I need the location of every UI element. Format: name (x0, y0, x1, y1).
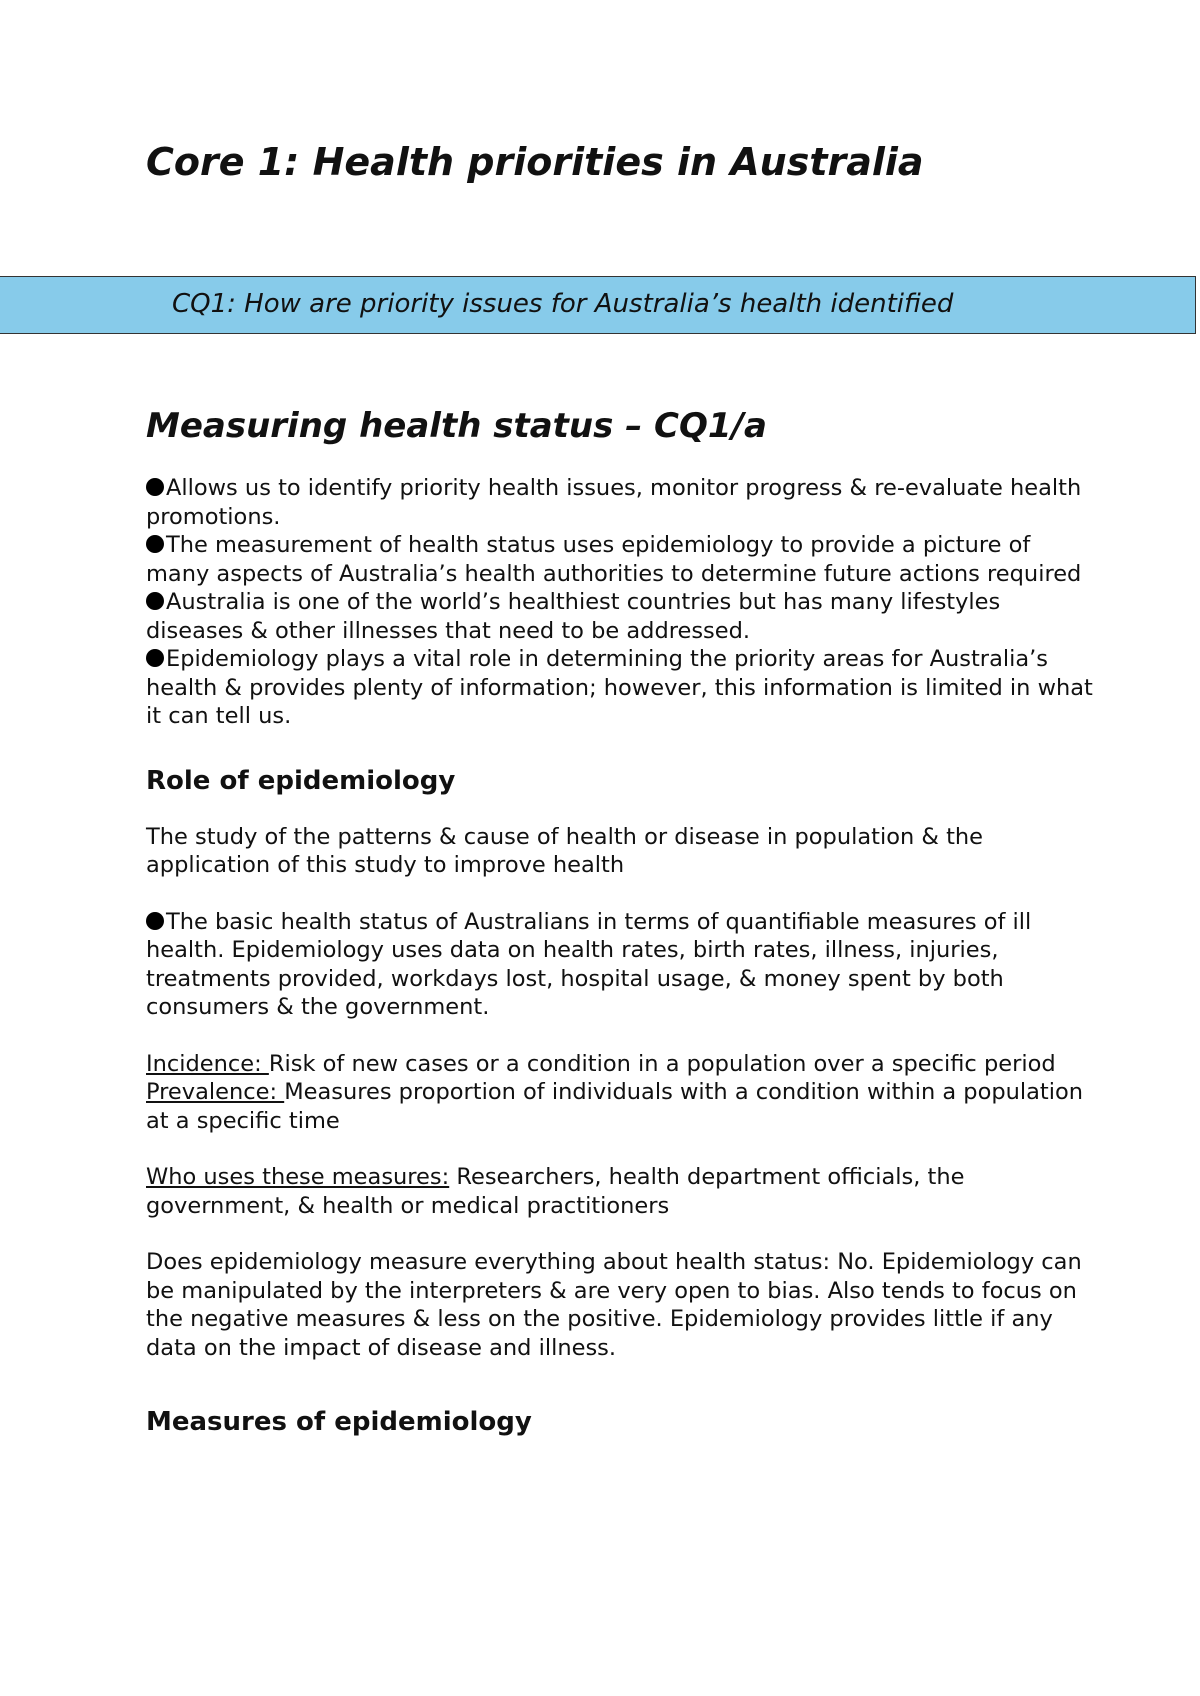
does-epidemiology-measure-everything: Does epidemiology measure everything about health status: No. Epidemiology can be manipulated by the interpreters & are very open to bias. Also tends to focus on the negative measures & less on the positive. Epidemiology provides little if any data on the impact of disease and illness. (146, 1249, 1082, 1361)
focus-question-banner (0, 276, 1196, 334)
page-title: Core 1: Health priorities in Australia (146, 140, 924, 184)
measuring-health-bullets (146, 474, 1096, 731)
document-body (146, 398, 1096, 1444)
incidence-definition: Incidence: Risk of new cases or a condition in a population over a specific period (146, 1050, 1056, 1077)
prevalence-definition: Prevalence: Measures proportion of individuals with a condition within a population at a specific time (146, 1079, 1084, 1134)
bullet-icon (146, 912, 164, 930)
section-heading-role-of-epidemiology: Role of epidemiology (146, 765, 456, 796)
list-item: Epidemiology plays a vital role in determining the priority areas for Australia’s health & provides plenty of information; however, this information is limited in what it can tell us. (146, 646, 1093, 729)
list-item: Allows us to identify priority health issues, monitor progress & re-evaluate health promotions. (146, 475, 1082, 530)
focus-question-text: CQ1: How are priority issues for Australia’s health identified (172, 289, 954, 319)
bullet-icon (146, 592, 164, 610)
who-uses-label: Who uses these measures: (146, 1164, 450, 1190)
section-heading-measures-of-epidemiology: Measures of epidemiology (146, 1407, 532, 1437)
epidemiology-definition: The study of the patterns & cause of health or disease in population & the application of this study to improve health (146, 823, 984, 878)
incidence-label: Incidence: (146, 1050, 269, 1077)
list-item: Australia is one of the world’s healthiest countries but has many lifestyles diseases & other illnesses that need to be addressed. (146, 589, 1001, 644)
section-heading-measuring-health-status: Measuring health status – CQ1/a (146, 406, 767, 446)
bullet-icon (146, 535, 164, 553)
bullet-icon (146, 478, 164, 496)
bullet-icon (146, 649, 164, 667)
list-item: The basic health status of Australians in terms of quantifiable measures of ill health. Epidemiology uses data on health rates, birth rates, illness, injuries, treatments provided, workdays lost, hospital usage, & money spent by both consumers & the government. (146, 908, 1032, 1020)
who-uses-measures: Who uses these measures: Researchers, health department officials, the government, & health or medical practitioners (146, 1164, 965, 1219)
list-item: The measurement of health status uses epidemiology to provide a picture of many aspects of Australia’s health authorities to determine future actions required (146, 532, 1082, 587)
prevalence-label: Prevalence: (146, 1079, 285, 1105)
